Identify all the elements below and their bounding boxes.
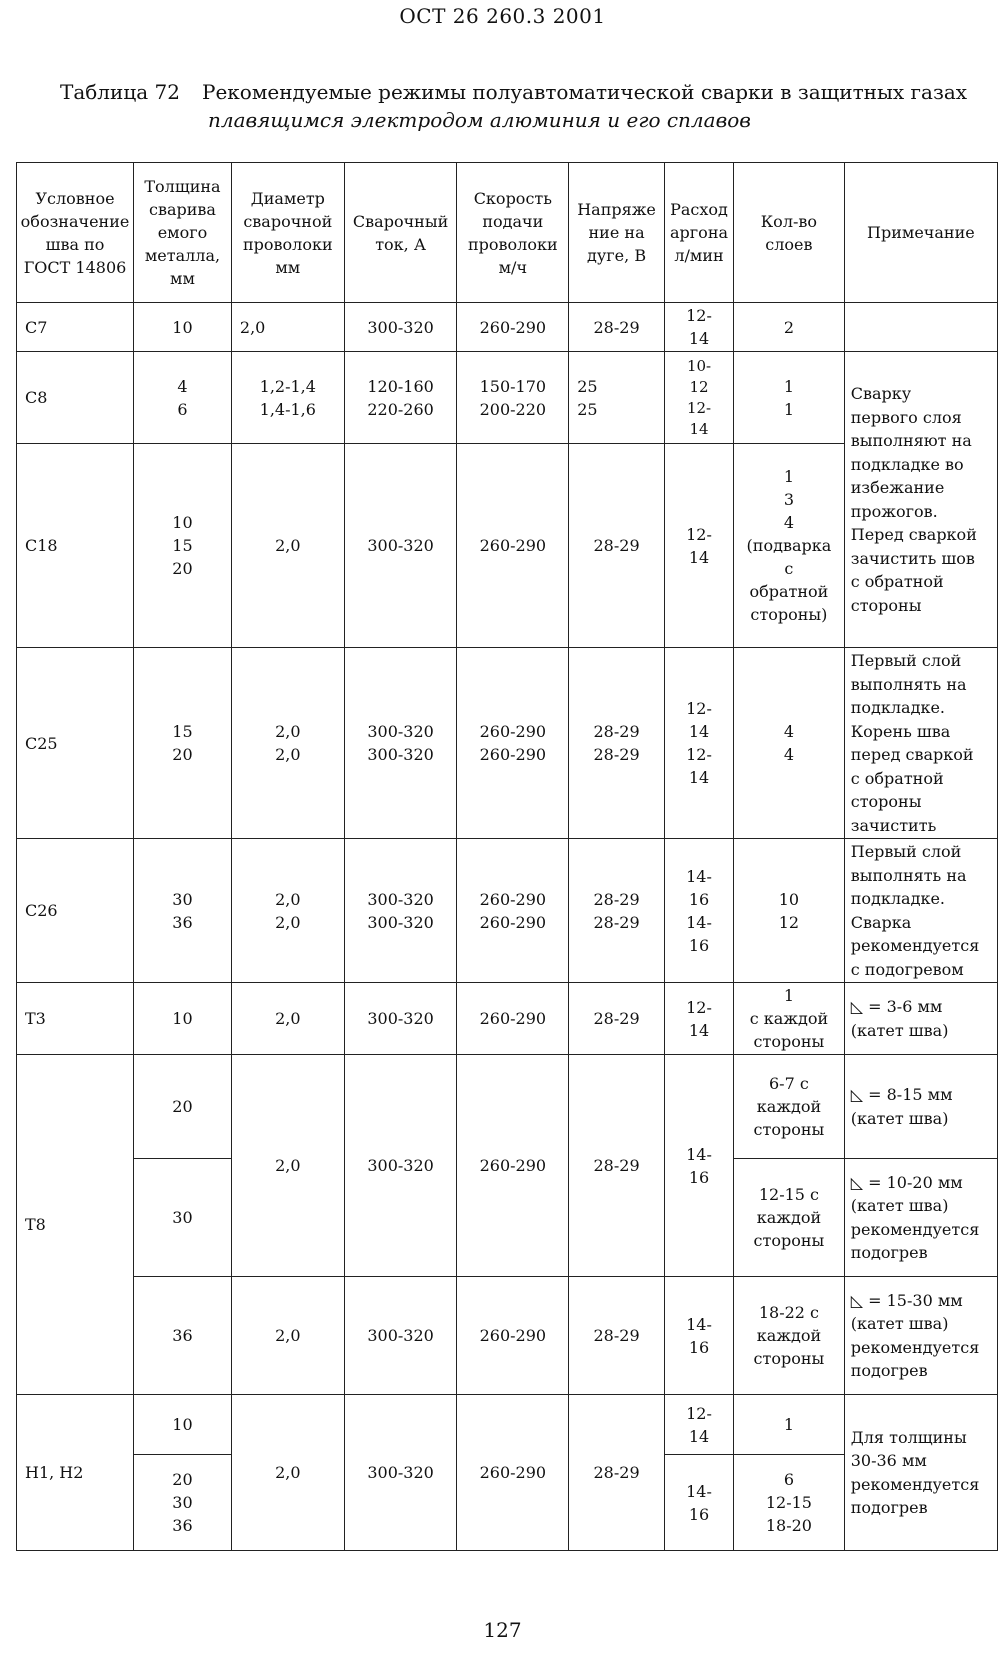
col-header-current: Сварочный ток, А: [344, 163, 457, 303]
cell-thickness: 15 20: [134, 648, 232, 839]
cell-voltage: 28-29: [569, 303, 665, 352]
table-row: [17, 303, 998, 352]
cell-current: 300-320: [344, 303, 457, 352]
cell-layers: 18-22 с каждой стороны: [734, 1277, 845, 1395]
cell-thickness: 20: [134, 1055, 232, 1159]
cell-layers: 1 3 4 (подварка с обратной стороны): [734, 444, 845, 648]
row-code: С26: [17, 839, 134, 983]
cell-argon: 12- 14 12- 14: [664, 648, 733, 839]
cell-speed: 260-290 260-290: [457, 648, 569, 839]
col-header-speed: Скорость подачи проволоки м/ч: [457, 163, 569, 303]
cell-voltage: 25 25: [569, 352, 665, 444]
cell-note: ◺ = 15-30 мм (катет шва) рекомендуется подогрев: [844, 1277, 997, 1395]
cell-argon: 12- 14: [664, 1395, 733, 1455]
table-number: Таблица 72: [60, 80, 180, 104]
cell-layers: 1 с каждой стороны: [734, 983, 845, 1055]
cell-argon: 12- 14: [664, 444, 733, 648]
cell-current: 300-320 300-320: [344, 648, 457, 839]
cell-note: ◺ = 10-20 мм (катет шва) рекомендуется подогрев: [844, 1159, 997, 1277]
cell-diameter: 2,0: [231, 1395, 344, 1551]
row-code: Т3: [17, 983, 134, 1055]
cell-speed: 260-290: [457, 444, 569, 648]
cell-speed: 260-290 260-290: [457, 839, 569, 983]
cell-layers: 4 4: [734, 648, 845, 839]
cell-speed: 260-290: [457, 1277, 569, 1395]
cell-speed: 260-290: [457, 1395, 569, 1551]
cell-voltage: 28-29: [569, 1055, 665, 1277]
table-row: [17, 839, 998, 983]
cell-argon: 14- 16: [664, 1055, 733, 1277]
page-header: ОСТ 26 260.3 2001: [399, 4, 606, 28]
cell-argon: 14- 16: [664, 1455, 733, 1551]
col-header-voltage: Напряже ние на дуге, В: [569, 163, 665, 303]
welding-modes-table: [16, 162, 998, 1551]
col-header-layers: Кол-во слоев: [734, 163, 845, 303]
cell-diameter: 2,0: [231, 444, 344, 648]
cell-voltage: 28-29: [569, 444, 665, 648]
cell-thickness: 10: [134, 303, 232, 352]
table-row: [17, 648, 998, 839]
cell-speed: 260-290: [457, 983, 569, 1055]
cell-diameter: 2,0: [231, 303, 344, 352]
table-caption: [60, 78, 980, 134]
cell-thickness: 10 15 20: [134, 444, 232, 648]
table-row: [17, 983, 998, 1055]
cell-current: 300-320: [344, 1277, 457, 1395]
table-row: [17, 352, 998, 444]
cell-thickness: 4 6: [134, 352, 232, 444]
cell-voltage: 28-29: [569, 983, 665, 1055]
col-header-argon: Расход аргона л/мин: [664, 163, 733, 303]
cell-voltage: 28-29: [569, 1395, 665, 1551]
cell-thickness: 20 30 36: [134, 1455, 232, 1551]
cell-layers: 1: [734, 1395, 845, 1455]
table-row: [17, 1395, 998, 1455]
cell-layers: 2: [734, 303, 845, 352]
col-header-code: Условное обозначение шва по ГОСТ 14806: [17, 163, 134, 303]
col-header-diameter: Диаметр сварочной проволоки мм: [231, 163, 344, 303]
cell-thickness: 36: [134, 1277, 232, 1395]
cell-layers: 10 12: [734, 839, 845, 983]
cell-diameter: 2,0 2,0: [231, 839, 344, 983]
cell-argon: 10- 12 12- 14: [664, 352, 733, 444]
cell-diameter: 2,0: [231, 1055, 344, 1277]
table-row: [17, 1277, 998, 1395]
cell-note: ◺ = 3-6 мм (катет шва): [844, 983, 997, 1055]
cell-thickness: 10: [134, 983, 232, 1055]
cell-current: 300-320: [344, 983, 457, 1055]
cell-layers: 12-15 с каждой стороны: [734, 1159, 845, 1277]
caption-line2: плавящимся электродом алюминия и его сплавов: [208, 108, 751, 132]
cell-speed: 260-290: [457, 303, 569, 352]
cell-thickness: 10: [134, 1395, 232, 1455]
cell-argon: 12- 14: [664, 303, 733, 352]
cell-layers: 6 12-15 18-20: [734, 1455, 845, 1551]
caption-line1: Рекомендуемые режимы полуавтоматической сварки в защитных газах: [202, 80, 968, 104]
page-number: 127: [483, 1618, 522, 1642]
cell-note: Сварку первого слоя выполняют на подкладке во избежание прожогов. Перед сваркой зачистить шов с обратной стороны: [844, 352, 997, 648]
row-code: С25: [17, 648, 134, 839]
cell-argon: 14- 16: [664, 1277, 733, 1395]
cell-current: 120-160 220-260: [344, 352, 457, 444]
cell-layers: 6-7 с каждой стороны: [734, 1055, 845, 1159]
cell-current: 300-320: [344, 1055, 457, 1277]
cell-speed: 150-170 200-220: [457, 352, 569, 444]
cell-current: 300-320: [344, 1395, 457, 1551]
cell-diameter: 1,2-1,4 1,4-1,6: [231, 352, 344, 444]
row-code: Т8: [17, 1055, 134, 1395]
cell-note: Для толщины 30-36 мм рекомендуется подогрев: [844, 1395, 997, 1551]
cell-speed: 260-290: [457, 1055, 569, 1277]
cell-thickness: 30 36: [134, 839, 232, 983]
cell-note-empty: [844, 303, 997, 352]
row-code: С7: [17, 303, 134, 352]
cell-argon: 12- 14: [664, 983, 733, 1055]
cell-thickness: 30: [134, 1159, 232, 1277]
cell-voltage: 28-29 28-29: [569, 648, 665, 839]
cell-diameter: 2,0: [231, 1277, 344, 1395]
row-code: С18: [17, 444, 134, 648]
header-row: [17, 163, 998, 303]
cell-voltage: 28-29: [569, 1277, 665, 1395]
row-code: С8: [17, 352, 134, 444]
cell-layers: 1 1: [734, 352, 845, 444]
cell-diameter: 2,0 2,0: [231, 648, 344, 839]
cell-note: ◺ = 8-15 мм (катет шва): [844, 1055, 997, 1159]
col-header-note: Примечание: [844, 163, 997, 303]
cell-argon: 14- 16 14- 16: [664, 839, 733, 983]
row-code: Н1, Н2: [17, 1395, 134, 1551]
cell-note: Первый слой выполнять на подкладке. Сварка рекомендуется с подогревом: [844, 839, 997, 983]
col-header-thickness: Толщина сварива емого металла, мм: [134, 163, 232, 303]
cell-current: 300-320 300-320: [344, 839, 457, 983]
cell-current: 300-320: [344, 444, 457, 648]
table-row: [17, 1055, 998, 1159]
cell-diameter: 2,0: [231, 983, 344, 1055]
cell-note: Первый слой выполнять на подкладке. Корень шва перед сваркой с обратной стороны зачистить: [844, 648, 997, 839]
cell-voltage: 28-29 28-29: [569, 839, 665, 983]
